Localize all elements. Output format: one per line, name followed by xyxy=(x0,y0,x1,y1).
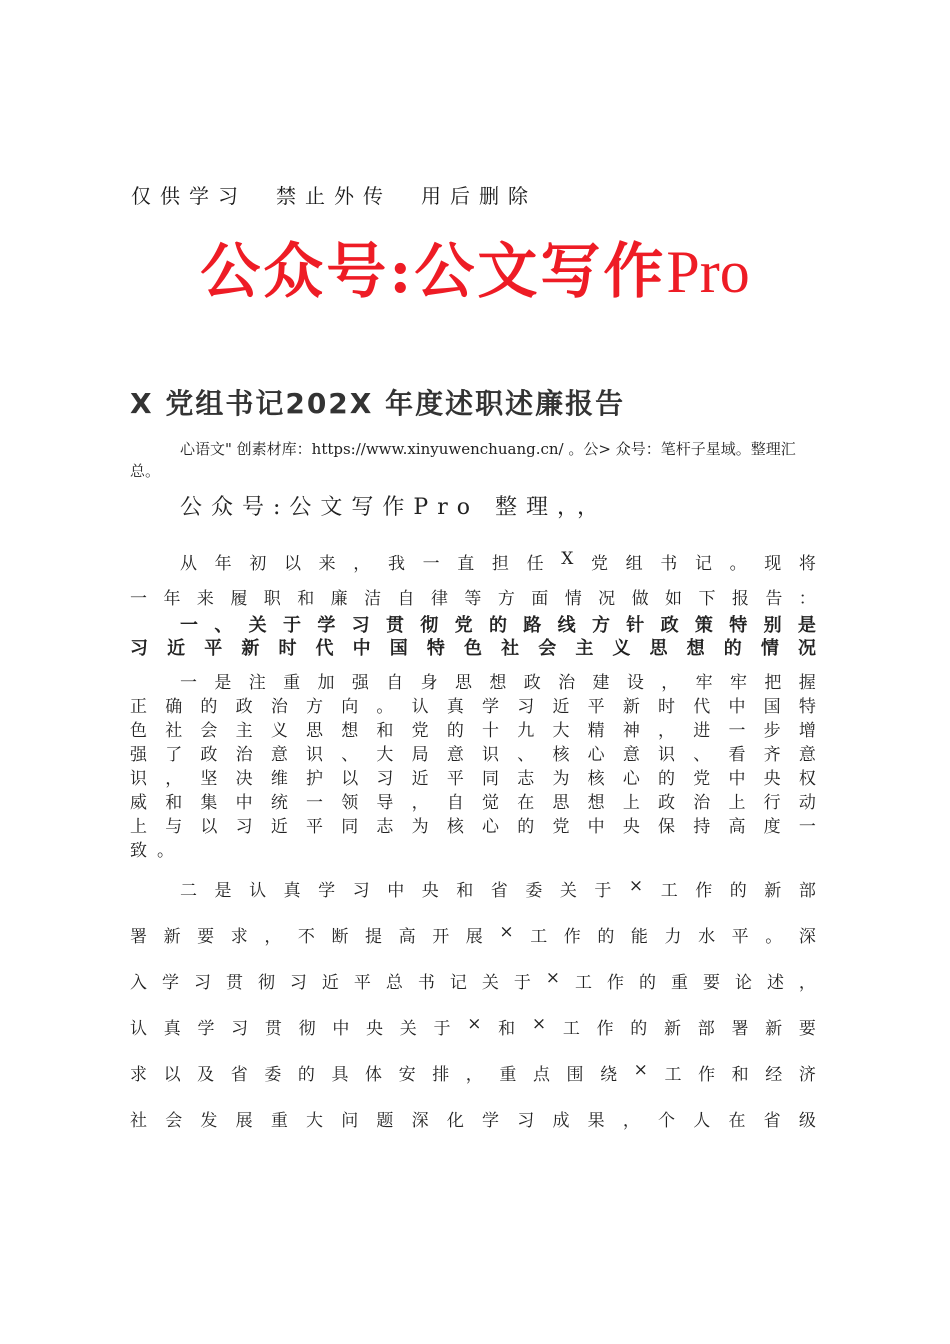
section1-heading-line: 一 、 关 于 学 习 贯 彻 党 的 路 线 方 针 政 策 特 别 是 xyxy=(180,615,816,636)
section1-point1-line: 威 和 集 中 统 一 领 导 ， 自 觉 在 思 想 上 政 治 上 行 动 xyxy=(130,793,816,813)
notice-text: 仅供学习 禁止外传 用后删除 xyxy=(131,184,537,208)
brand-banner xyxy=(0,224,950,310)
section1-point1-line: 一 是 注 重 加 强 自 身 思 想 政 治 建 设 ， 牢 牢 把 握 xyxy=(180,673,816,693)
section1-point2-line: 认 真 学 习 贯 彻 中 央 关 于 × 和 × 工 作 的 新 部 署 新 要 xyxy=(130,1014,816,1039)
section1-point2-line: 入 学 习 贯 彻 习 近 平 总 书 记 关 于 × 工 作 的 重 要 论 述 ， xyxy=(130,968,816,993)
subtitle: 公众号:公文写作Pro 整理，， xyxy=(180,495,608,520)
section1-point1-line: 致 。 xyxy=(130,841,174,861)
section1-point2-line: 署 新 要 求 ， 不 断 提 高 开 展 × 工 作 的 能 力 水 平 。 深 xyxy=(130,922,816,947)
section1-point1-line: 强 了 政 治 意 识 、 大 局 意 识 、 核 心 意 识 、 看 齐 意 xyxy=(130,745,816,765)
section1-point2-line: 求 以 及 省 委 的 具 体 安 排 ， 重 点 围 绕 × 工 作 和 经 济 xyxy=(130,1060,816,1085)
brand-text-cn: 公众号:公文写作 xyxy=(200,237,667,307)
intro-line: 一 年 来 履 职 和 廉 洁 自 律 等 方 面 情 况 做 如 下 报 告 ： xyxy=(130,589,816,609)
section1-heading-line: 习 近 平 新 时 代 中 国 特 色 社 会 主 义 思 想 的 情 况 xyxy=(130,638,816,659)
section1-point1-line: 色 社 会 主 义 思 想 和 党 的 十 九 大 精 神 ， 进 一 步 增 xyxy=(130,721,816,741)
section1-point1-line: 正 确 的 政 治 方 向 。 认 真 学 习 近 平 新 时 代 中 国 特 xyxy=(130,697,816,717)
document-title: X 党组书记202X 年度述职述廉报告 xyxy=(130,387,626,420)
source-line xyxy=(130,438,834,482)
source-line-part1: 心语文" 创素材库：https://www.xinyuwenchuang.cn/ 。公> 众号：笔杆子星域。整理汇 xyxy=(180,440,796,458)
section1-point2-line: 二 是 认 真 学 习 中 央 和 省 委 关 于 × 工 作 的 新 部 xyxy=(180,876,816,901)
section1-point2-line: 社 会 发 展 重 大 问 题 深 化 学 习 成 果 ， 个 人 在 省 级 xyxy=(130,1111,816,1131)
section1-point1-line: 上 与 以 习 近 平 同 志 为 核 心 的 党 中 央 保 持 高 度 一 xyxy=(130,817,816,837)
section1-point1-line: 识 ， 坚 决 维 护 以 习 近 平 同 志 为 核 心 的 党 中 央 权 xyxy=(130,769,816,789)
source-line-part2: 总。 xyxy=(130,462,161,480)
brand-text-latin: Pro xyxy=(666,239,750,305)
intro-line: 从 年 初 以 来 ， 我 一 直 担 任 X 党 组 书 记 。 现 将 xyxy=(180,549,816,574)
